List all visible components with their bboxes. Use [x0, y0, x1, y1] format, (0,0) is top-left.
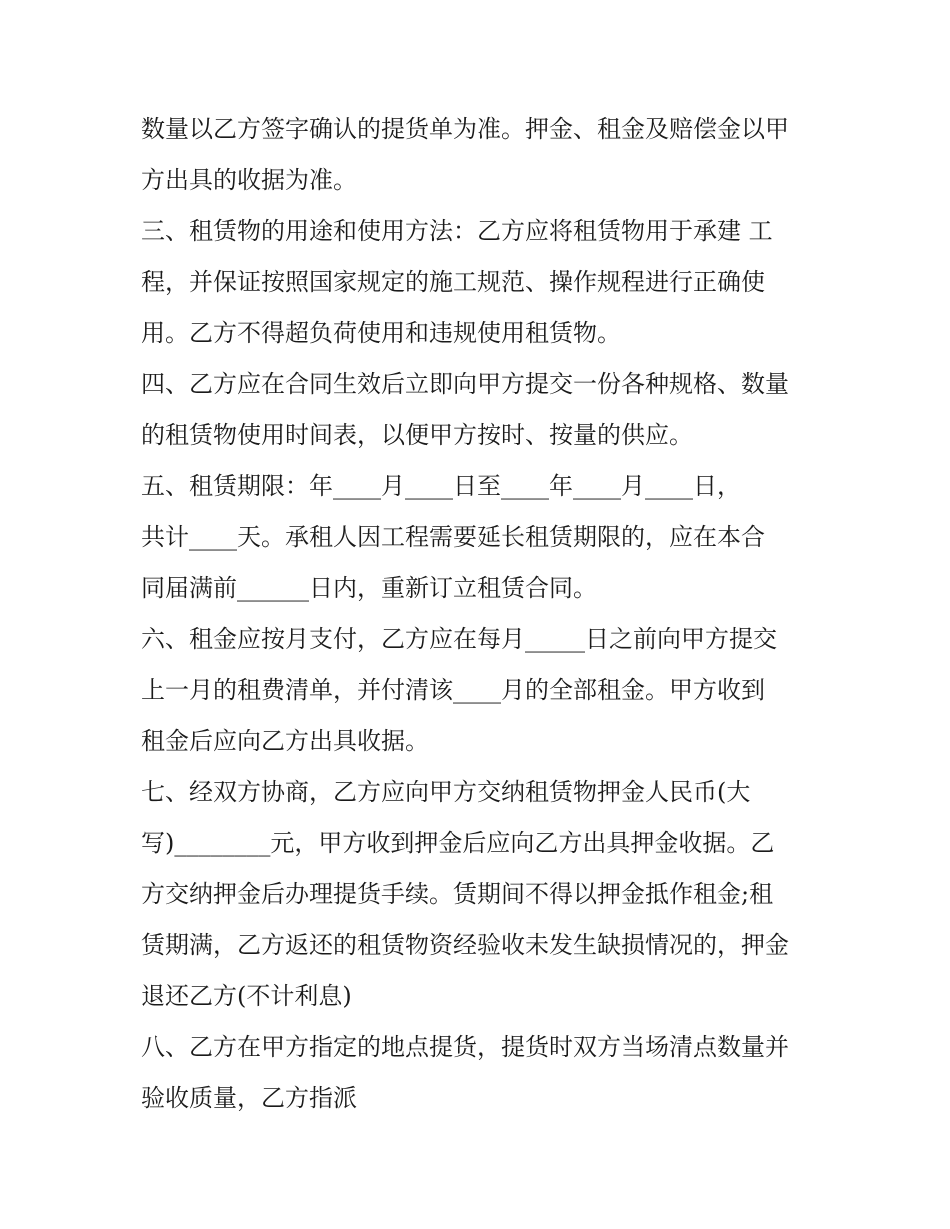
clause-7-heading-line: 七、经双方协商，乙方应向甲方交纳租赁物押金人民币(大 [141, 778, 751, 806]
text-line: 方出具的收据为准。 [141, 166, 357, 194]
clause-4-heading-line: 四、乙方应在合同生效后立即向甲方提交一份各种规格、数量 [141, 370, 789, 398]
text-line: 上一月的租费清单，并付清该____月的全部租金。甲方收到 [141, 676, 765, 704]
clause-8-heading-line: 八、乙方在甲方指定的地点提货，提货时双方当场清点数量并 [141, 1033, 789, 1061]
text-line: 赁期满，乙方返还的租赁物资经验收未发生缺损情况的，押金 [141, 931, 789, 959]
clause-6-heading-line: 六、租金应按月支付，乙方应在每月_____日之前向甲方提交 [141, 625, 777, 653]
text-line: 写)________元，甲方收到押金后应向乙方出具押金收据。乙 [141, 829, 775, 857]
clause-3-heading-line: 三、租赁物的用途和使用方法：乙方应将租赁物用于承建 工 [141, 217, 773, 245]
text-line: 共计____天。承租人因工程需要延长租赁期限的，应在本合 [141, 523, 765, 551]
text-line: 租金后应向乙方出具收据。 [141, 727, 429, 755]
text-line: 退还乙方(不计利息) [141, 982, 352, 1010]
text-line: 数量以乙方签字确认的提货单为准。押金、租金及赔偿金以甲 [141, 115, 789, 143]
text-line: 程，并保证按照国家规定的施工规范、操作规程进行正确使 [141, 268, 765, 296]
text-line: 用。乙方不得超负荷使用和违规使用租赁物。 [141, 319, 621, 347]
clause-5-heading-line: 五、租赁期限：年____月____日至____年____月____日， [141, 472, 741, 500]
text-line: 验收质量，乙方指派 [141, 1084, 357, 1112]
text-line: 同届满前______日内，重新订立租赁合同。 [141, 574, 597, 602]
text-line: 方交纳押金后办理提货手续。赁期间不得以押金抵作租金;租 [141, 880, 774, 908]
text-line: 的租赁物使用时间表，以便甲方按时、按量的供应。 [141, 421, 693, 449]
